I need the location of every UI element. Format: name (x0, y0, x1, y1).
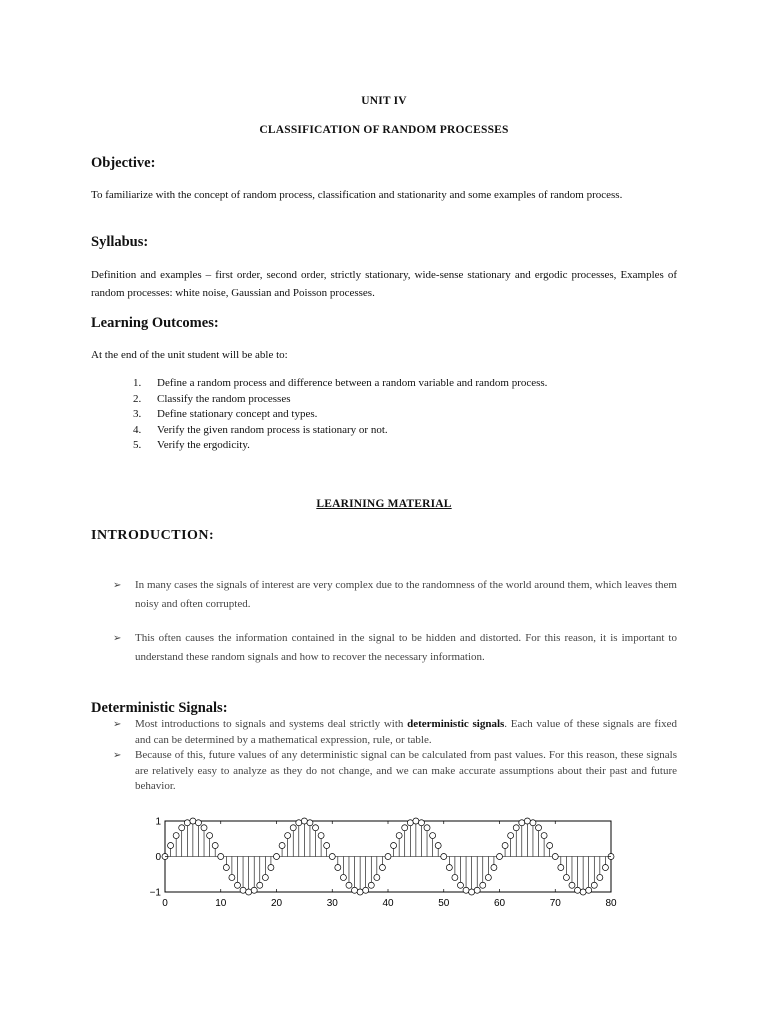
stem-marker (407, 820, 413, 826)
stem-marker (441, 854, 447, 860)
stem-marker (340, 874, 346, 880)
learning-material-heading: LEARINING MATERIAL (316, 498, 452, 510)
introduction-bullets (113, 576, 677, 667)
syllabus-heading: Syllabus: (91, 234, 149, 250)
list-item: ➢ This often causes the information contained in the signal to be hidden and distorted. For this reason, it is important to understand these random signals and how to recover the necessary information. (113, 629, 677, 667)
stem-marker (575, 887, 581, 893)
deterministic-heading: Deterministic Signals: (91, 700, 228, 716)
stem-marker (597, 874, 603, 880)
stem-marker (212, 842, 218, 848)
stem-marker (563, 874, 569, 880)
x-tick-label: 0 (162, 898, 168, 909)
list-item: 2. Classify the random processes (133, 392, 291, 405)
stem-marker (329, 854, 335, 860)
stem-marker (402, 825, 408, 831)
stem-marker (435, 842, 441, 848)
x-tick-label: 10 (215, 898, 227, 909)
stem-marker (424, 825, 430, 831)
stem-marker (497, 854, 503, 860)
stem-marker (290, 825, 296, 831)
stem-marker (558, 865, 564, 871)
list-item: ➢ In many cases the signals of interest are very complex due to the randomness of the world around them, which leaves them noisy and often corrupted. (113, 576, 677, 614)
stem-marker (379, 865, 385, 871)
list-item: 3. Define stationary concept and types. (133, 408, 318, 420)
stem-marker (201, 825, 207, 831)
y-tick-label: −1 (149, 887, 161, 899)
stem-marker (547, 842, 553, 848)
stem-marker (457, 882, 463, 888)
stem-marker (268, 865, 274, 871)
stem-marker (524, 818, 530, 824)
list-item: ➢ Most introductions to signals and systems deal strictly with deterministic signals. Each value of these signals are fixed and can be determined by a mathematical expression, rule, or table. (113, 718, 678, 746)
stem-marker (301, 818, 307, 824)
stem-marker (285, 833, 291, 839)
stem-marker (530, 820, 536, 826)
stem-marker (508, 833, 514, 839)
stem-marker (374, 874, 380, 880)
stem-marker (240, 887, 246, 893)
arrow-bullet-icon: ➢ (113, 580, 122, 591)
stem-marker (179, 825, 185, 831)
stem-marker (318, 833, 324, 839)
objective-heading: Objective: (91, 155, 156, 171)
x-tick-label: 50 (438, 898, 450, 909)
outcomes-intro: At the end of the unit student will be able to: (91, 349, 288, 361)
stem-marker (519, 820, 525, 826)
stem-marker (502, 842, 508, 848)
outcomes-list (133, 376, 547, 454)
stem-marker (491, 865, 497, 871)
stem-marker (207, 833, 213, 839)
stem-marker (195, 820, 201, 826)
deterministic-bullets (113, 717, 677, 795)
stem-marker (413, 818, 419, 824)
stem-marker (541, 833, 547, 839)
stem-marker (262, 874, 268, 880)
x-tick-label: 40 (382, 898, 394, 909)
arrow-bullet-icon: ➢ (113, 750, 122, 761)
stem-marker (586, 887, 592, 893)
list-item: 1. Define a random process and difference between a random variable and random process. (133, 377, 548, 389)
stem-marker (307, 820, 313, 826)
stem-marker (168, 842, 174, 848)
stem-marker (513, 825, 519, 831)
syllabus-text: Definition and examples – first order, second order, strictly stationary, wide-sense stationary and ergodic processes, Examples of random processes: white noise, Gaussian and Poisson processes. (91, 269, 677, 299)
stem-marker (536, 825, 542, 831)
stem-marker (591, 882, 597, 888)
stem-marker (251, 887, 257, 893)
arrow-bullet-icon: ➢ (113, 719, 122, 730)
stem-marker (368, 882, 374, 888)
stem-marker (430, 833, 436, 839)
stem-marker (396, 833, 402, 839)
stem-marker (357, 889, 363, 895)
stem-marker (218, 854, 224, 860)
stem-marker (580, 889, 586, 895)
stem-marker (229, 874, 235, 880)
stem-marker (446, 865, 452, 871)
stem-marker (418, 820, 424, 826)
stem-marker (190, 818, 196, 824)
stem-marker (335, 865, 341, 871)
stem-marker (452, 874, 458, 880)
list-item: 4. Verify the given random process is stationary or not. (133, 423, 388, 436)
stem-marker (234, 882, 240, 888)
stem-marker (257, 882, 263, 888)
y-tick-label: 0 (155, 852, 161, 863)
stem-marker (346, 882, 352, 888)
unit-label: UNIT IV (361, 95, 407, 107)
stem-marker (352, 887, 358, 893)
introduction-heading: INTRODUCTION: (91, 528, 215, 543)
stem-marker (296, 820, 302, 826)
stem-marker (313, 825, 319, 831)
stem-marker (279, 842, 285, 848)
stem-marker (324, 842, 330, 848)
x-tick-label: 20 (270, 898, 283, 909)
stem-marker (569, 882, 575, 888)
unit-title: CLASSIFICATION OF RANDOM PROCESSES (259, 124, 509, 136)
arrow-bullet-icon: ➢ (113, 633, 122, 644)
list-item: 5. Verify the ergodicity. (133, 439, 250, 451)
stem-marker (223, 865, 229, 871)
stem-marker (485, 874, 491, 880)
y-tick-label: 1 (155, 816, 161, 828)
stem-marker (469, 889, 475, 895)
stem-marker (184, 820, 190, 826)
stem-marker (363, 887, 369, 893)
x-tick-label: 60 (493, 898, 506, 909)
stem-marker (552, 854, 558, 860)
objective-text: To familiarize with the concept of random process, classification and stationarity and some examples of random process. (91, 189, 623, 201)
stem-marker (173, 833, 179, 839)
stem-marker (274, 854, 280, 860)
sinusoid-stem-chart (140, 810, 640, 915)
x-tick-label: 30 (326, 898, 338, 909)
stem-marker (391, 842, 397, 848)
stem-marker (463, 887, 469, 893)
stem-marker (246, 889, 252, 895)
stem-marker (480, 882, 486, 888)
stem-marker (602, 865, 608, 871)
x-tick-label: 80 (605, 898, 617, 909)
x-tick-label: 70 (549, 898, 561, 909)
list-item: ➢ Because of this, future values of any deterministic signal can be calculated from past values. For this reason, these signals are relatively easy to analyze as they do not change, and we can make accurate assumptions about their past and future behavior. (113, 749, 677, 792)
stem-marker (474, 887, 480, 893)
stem-marker (385, 854, 391, 860)
outcomes-heading: Learning Outcomes: (91, 315, 219, 331)
